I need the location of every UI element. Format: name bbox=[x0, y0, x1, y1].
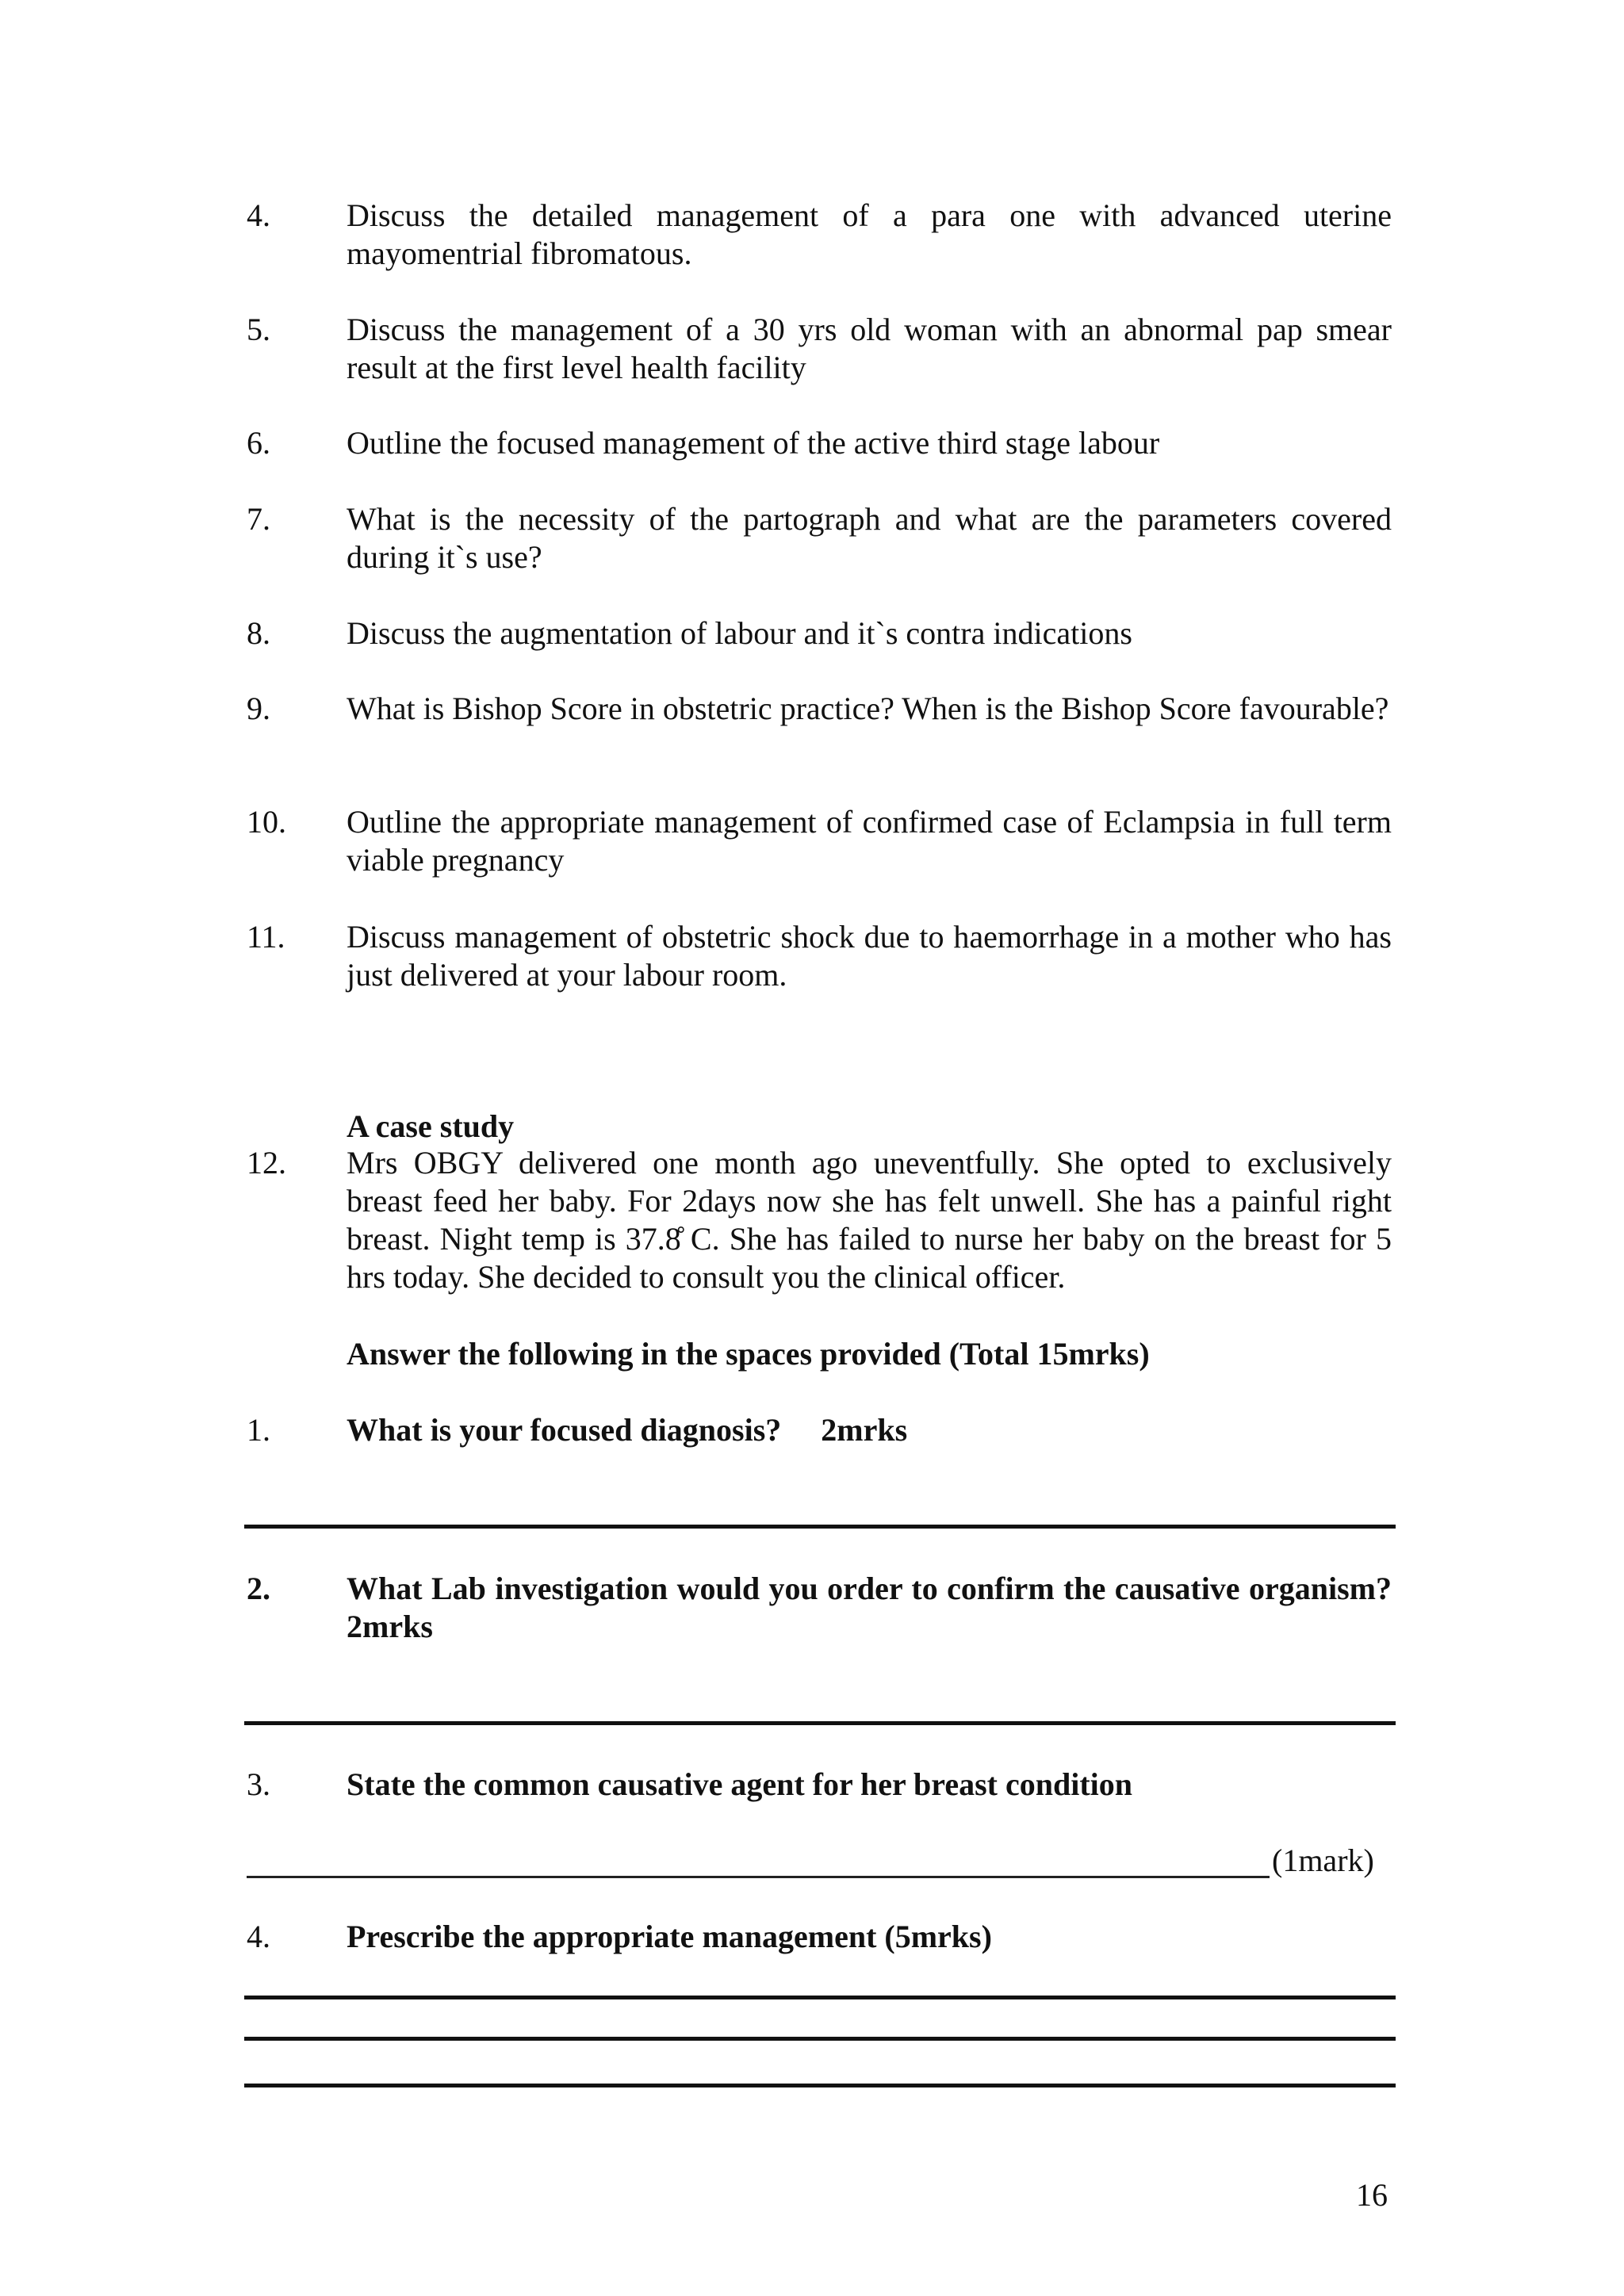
question-text: Outline the appropriate management of confirmed case of Eclampsia in full term viable pregnancy bbox=[347, 804, 1392, 878]
question-number: 5. bbox=[247, 312, 270, 347]
answer-line[interactable] bbox=[244, 1525, 1396, 1529]
subquestion-text: Prescribe the appropriate management (5mrks) bbox=[347, 1919, 992, 1954]
answer-line[interactable] bbox=[244, 2037, 1396, 2041]
subquestion-text: State the common causative agent for her breast condition bbox=[347, 1766, 1133, 1802]
question-text: What is Bishop Score in obstetric practice? When is the Bishop Score favourable? bbox=[347, 691, 1389, 726]
question-number: 8. bbox=[247, 615, 270, 651]
question-number: 6. bbox=[247, 425, 270, 461]
answer-line[interactable] bbox=[244, 1721, 1396, 1725]
question-number: 11. bbox=[247, 919, 285, 955]
question-text: Discuss the management of a 30 yrs old woman with an abnormal pap smear result at the first level health facility bbox=[347, 312, 1392, 385]
question-number: 10. bbox=[247, 804, 286, 840]
question-text: Discuss the detailed management of a para one with advanced uterine mayomentrial fibromatous. bbox=[347, 197, 1392, 271]
subquestion-text: What Lab investigation would you order to confirm the causative organism? 2mrks bbox=[347, 1571, 1431, 1644]
answer-line[interactable] bbox=[244, 2084, 1396, 2087]
page-number: 16 bbox=[1356, 2177, 1388, 2213]
question-text: What is the necessity of the partograph and what are the parameters covered during it`s use? bbox=[347, 501, 1392, 575]
question-text: Outline the focused management of the active third stage labour bbox=[347, 425, 1160, 461]
case-study-text: Mrs OBGY delivered one month ago uneventfully. She opted to exclusively breast feed her baby. For 2days now she has felt unwell. She has a painful right breast. Night temp is 37.8̊ C. She has failed to nurse her baby on the breast for 5 hrs today. She decided to consult you the clinical officer. bbox=[347, 1145, 1392, 1295]
subquestion-number: 2. bbox=[247, 1571, 270, 1606]
question-number: 4. bbox=[247, 197, 270, 233]
case-study-heading: A case study bbox=[347, 1108, 515, 1144]
subquestion-text: What is your focused diagnosis? 2mrks bbox=[347, 1412, 908, 1448]
question-number: 7. bbox=[247, 501, 270, 537]
question-text: Discuss management of obstetric shock due to haemorrhage in a mother who has just delivered at your labour room. bbox=[347, 919, 1392, 993]
subquestion-number: 3. bbox=[247, 1766, 270, 1802]
case-study-instruction: Answer the following in the spaces provided (Total 15mrks) bbox=[347, 1336, 1150, 1372]
question-text: Discuss the augmentation of labour and it`s contra indications bbox=[347, 615, 1132, 651]
answer-line[interactable] bbox=[244, 1996, 1396, 1999]
mark-allocation: (1mark) bbox=[1272, 1843, 1374, 1878]
subquestion-number: 4. bbox=[247, 1919, 270, 1954]
answer-line[interactable] bbox=[247, 1876, 1270, 1878]
subquestion-number: 1. bbox=[247, 1412, 270, 1448]
question-number: 12. bbox=[247, 1145, 286, 1181]
question-number: 9. bbox=[247, 691, 270, 726]
